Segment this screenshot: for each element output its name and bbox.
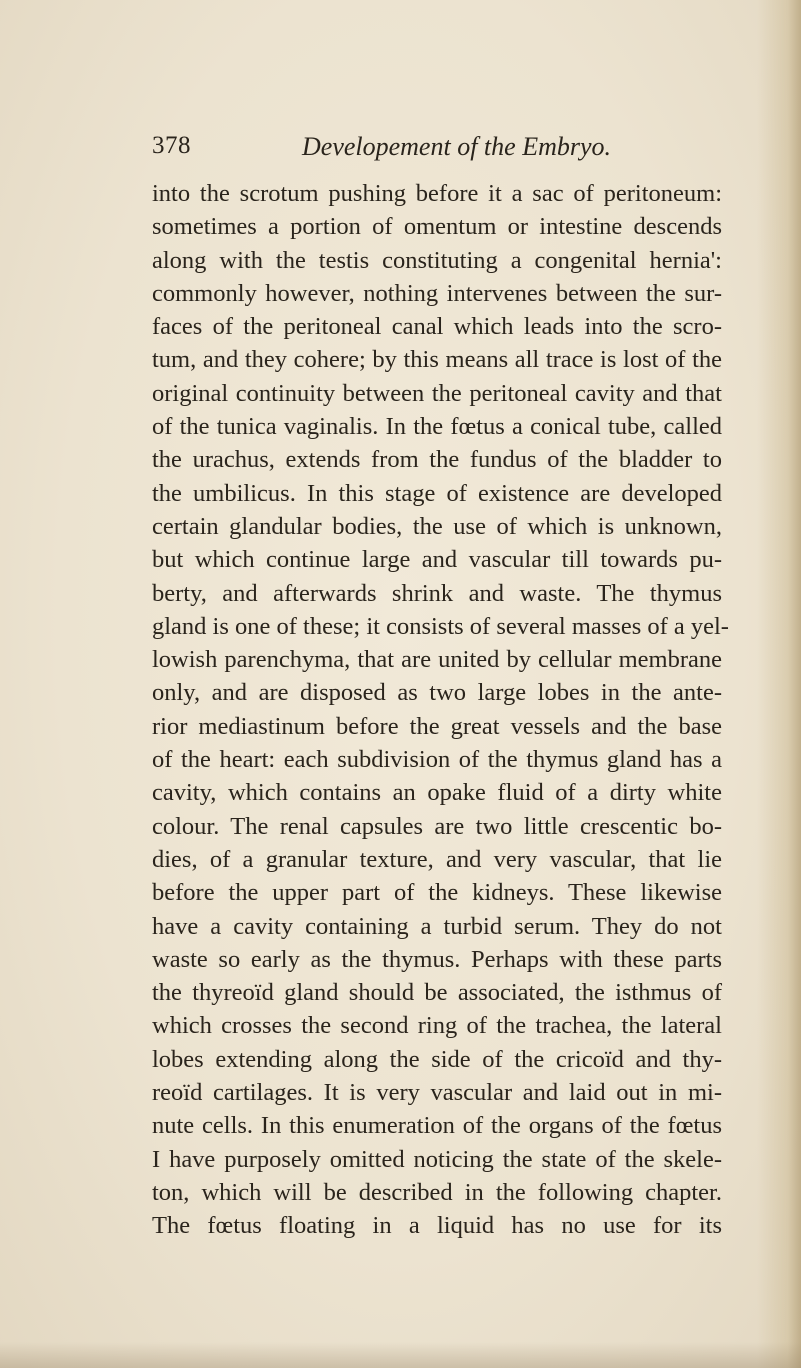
text-line: dies, of a granular texture, and very vascular, that lie [152,845,722,873]
running-title: Developement of the Embryo. [302,132,612,161]
text-line: waste so early as the thymus. Perhaps with these parts [152,945,722,973]
running-header [152,132,712,168]
text-line: but which continue large and vascular till towards pu- [152,546,722,574]
text-line: have a cavity containing a turbid serum. They do not [152,912,722,940]
text-line: into the scrotum pushing before it a sac of peritoneum: [152,180,722,207]
text-line: tum, and they cohere; by this means all trace is lost of the [152,346,722,374]
text-line: The fœtus floating in a liquid has no use for its [152,1212,722,1240]
text-line: lowish parenchyma, that are united by cellular membrane [152,646,722,674]
page-number: 378 [152,132,191,159]
text-line: reoïd cartilages. It is very vascular and laid out in mi- [152,1079,722,1107]
text-line: I have purposely omitted noticing the state of the skele- [152,1145,722,1173]
text-line: cavity, which contains an opake fluid of a dirty white [152,779,722,807]
body-text [152,177,729,1243]
text-line: of the tunica vaginalis. In the fœtus a conical tube, called [152,413,722,441]
text-line: commonly however, nothing intervenes between the sur- [152,279,722,307]
text-line: certain glandular bodies, the use of which is unknown, [152,512,722,540]
text-line: rior mediastinum before the great vessels and the base [152,712,722,740]
text-line: gland is one of these; it consists of several masses of a yel- [152,612,729,640]
text-line: of the heart: each subdivision of the thymus gland has a [152,746,722,774]
text-line: before the upper part of the kidneys. These likewise [152,879,722,907]
text-line: the umbilicus. In this stage of existence are developed [152,479,722,507]
text-line: ton, which will be described in the following chapter. [152,1178,722,1206]
text-line: lobes extending along the side of the cricoïd and thy- [152,1045,722,1073]
text-line: faces of the peritoneal canal which leads into the scro- [152,313,722,341]
text-line: nute cells. In this enumeration of the organs of the fœtus [152,1112,722,1140]
text-line: the thyreoïd gland should be associated, the isthmus of [152,979,722,1007]
text-line: berty, and afterwards shrink and waste. The thymus [152,579,722,607]
text-line: only, and are disposed as two large lobes in the ante- [152,679,722,707]
text-line: along with the testis constituting a congenital hernia': [152,246,722,274]
page-edge-shadow [757,0,801,1368]
page-bottom-shadow [0,1342,801,1368]
text-line: sometimes a portion of omentum or intestine descends [152,213,722,241]
text-line: original continuity between the peritoneal cavity and that [152,379,722,407]
text-line: the urachus, extends from the fundus of the bladder to [152,446,722,474]
text-line: colour. The renal capsules are two little crescentic bo- [152,812,722,840]
text-line: which crosses the second ring of the trachea, the lateral [152,1012,722,1040]
